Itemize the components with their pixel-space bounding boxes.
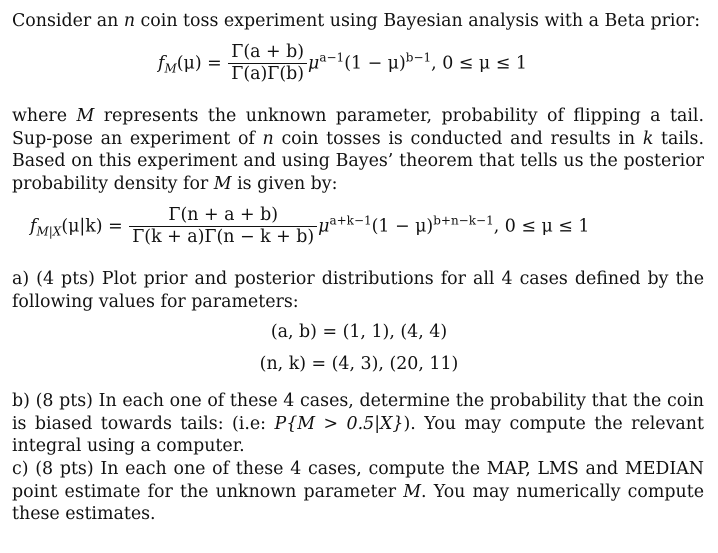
intro-text: Consider an n coin toss experiment using Bayesian analysis with a Beta prior:: [12, 11, 701, 31]
part-b-text: b) (8 pts) In each one of these 4 cases, determine the probability that the coin is biased towards tails: (i.e: P{M > 0.5|X}). You may compute the relevant integral using a computer.: [12, 391, 704, 456]
posterior-fraction: $\frac{\Gamma(n + a + b)}{\Gamma(k + a)\Gamma(n - k + b)}$: [129, 207, 317, 247]
prior-equation: $f_M(\mu)$ = $\frac{\Gamma(a + b)}{\Gamma(a)\Gamma(b)}$ $\mu^{a-1}(1 - \mu)^{b-1}$, 0 ≤ μ ≤ 1: [158, 42, 527, 85]
part-a-text: a) (4 pts) Plot prior and posterior distributions for all 4 cases defined by the following values for parameters:: [12, 269, 704, 312]
prior-fraction: $\frac{\Gamma(a + b)}{\Gamma(a)\Gamma(b)}$: [228, 44, 307, 84]
part-c-text: c) (8 pts) In each one of these 4 cases, compute the MAP, LMS and MEDIAN point estimate for the unknown parameter M. You may numerically compute these estimates.: [12, 459, 704, 524]
params-ab: (a, b) = (1, 1), (4, 4): [270, 322, 448, 342]
paragraph-bayes: where M represents the unknown parameter, probability of flipping a tail. Sup-pose an experiment of n coin tosses is conducted and results in k tails. Based on this experiment and using Bayes’ theorem that tells us the posterior probability density for M is given by:: [12, 106, 704, 194]
params-nk: (n, k) = (4, 3), (20, 11): [259, 354, 459, 374]
posterior-equation: $f_{M|X}(\mu|k)$ = $\frac{\Gamma(n + a + b)}{\Gamma(k + a)\Gamma(n - k + b)}$ $\mu^{a+k-1}(1 - \mu)^{b+n-k-1}$, 0 ≤ μ ≤ 1: [30, 205, 590, 248]
